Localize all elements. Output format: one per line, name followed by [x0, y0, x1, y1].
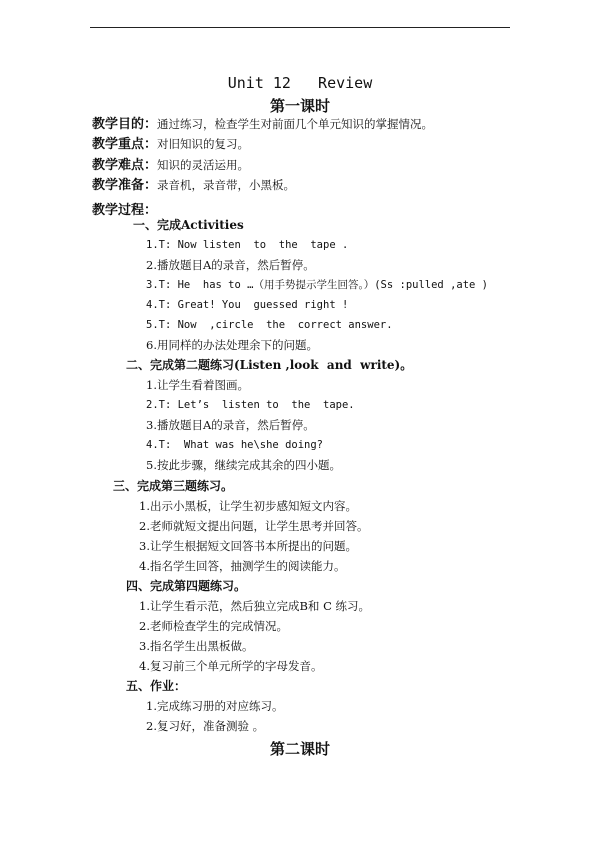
- list-item: 2.复习好，准备测验 。: [146, 719, 265, 733]
- lesson-one-title: 第一课时: [269, 97, 330, 115]
- list-item: 4.复习前三个单元所学的字母发音。: [139, 659, 323, 673]
- list-item: 4.T: Great! You guessed right !: [146, 299, 349, 311]
- list-item: 1.完成练习册的对应练习。: [146, 699, 284, 713]
- list-item: 1.让学生看着图画。: [146, 378, 249, 392]
- list-item: 1.T: Now listen to the tape .: [146, 239, 349, 251]
- objective-row: [92, 116, 433, 133]
- info-label: 教学目的：: [92, 117, 158, 132]
- list-item: 4.指名学生回答，抽测学生的阅读能力。: [139, 559, 346, 573]
- list-item: 3.让学生根据短文回答书本所提出的问题。: [139, 539, 357, 553]
- list-item: 3.T: He has to …（用手势提示学生回答。）(Ss :pulled ,ate ): [146, 279, 489, 291]
- info-value: 录音机，录音带，小黑板。: [157, 178, 296, 192]
- section-heading: 三、完成第三题练习。: [113, 479, 234, 493]
- difficulty-row: [92, 157, 249, 174]
- list-item: 5.按此步骤，继续完成其余的四小题。: [146, 458, 341, 472]
- list-item: 4.T: What was he\she doing?: [146, 439, 324, 451]
- list-item: 6.用同样的办法处理余下的问题。: [146, 338, 318, 352]
- info-value: 对旧知识的复习。: [157, 137, 250, 151]
- section-heading: 一、完成Activities: [133, 218, 244, 232]
- info-value: 知识的灵活运用。: [157, 158, 250, 172]
- header-rule: [90, 27, 510, 28]
- section-heading: 四、完成第四题练习。: [126, 579, 247, 593]
- list-item: 5.T: Now ,circle the correct answer.: [146, 319, 393, 331]
- section-heading: 五、作业：: [126, 679, 187, 693]
- section-heading: 二、完成第二题练习(Listen ,look and write)。: [126, 358, 413, 372]
- list-item: 2.老师检查学生的完成情况。: [139, 619, 288, 633]
- info-label: 教学准备：: [92, 178, 158, 193]
- process-label: 教学过程：: [92, 203, 158, 218]
- key-points-row: [92, 136, 249, 153]
- info-label: 教学重点：: [92, 137, 158, 152]
- list-item: 1.让学生看示范，然后独立完成B和 C 练习。: [139, 599, 371, 613]
- list-item: 2.T: Let’s listen to the tape.: [146, 399, 355, 411]
- list-item: 3.播放题目A的录音，然后暂停。: [146, 418, 315, 432]
- info-value: 通过练习，检查学生对前面几个单元知识的掌握情况。: [157, 117, 434, 131]
- preparation-row: [92, 177, 295, 194]
- list-item: 1.出示小黑板，让学生初步感知短文内容。: [139, 499, 357, 513]
- list-item: 2.老师就短文提出问题，让学生思考并回答。: [139, 519, 369, 533]
- list-item: 3.指名学生出黑板做。: [139, 639, 254, 653]
- document-title: Unit 12 Review: [227, 74, 373, 92]
- list-item: 2.播放题目A的录音，然后暂停。: [146, 258, 315, 272]
- info-label: 教学难点：: [92, 158, 158, 173]
- lesson-two-title: 第二课时: [269, 740, 330, 758]
